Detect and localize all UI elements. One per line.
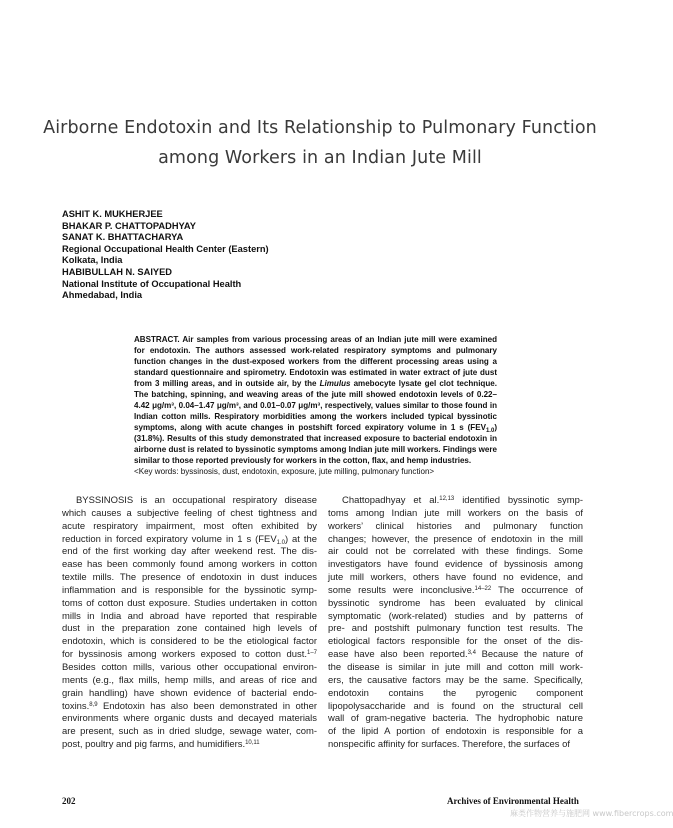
body-text: air could not be correlated with these findings. Some	[328, 546, 583, 558]
body-text-line	[62, 726, 317, 739]
body-text-line	[62, 585, 317, 598]
affiliation-line: Kolkata, India	[62, 255, 123, 266]
body-text: grain handling) have shown evidence of bacterial endo-	[62, 687, 317, 699]
body-text-line	[62, 534, 317, 547]
body-text-line	[62, 572, 317, 585]
body-text-line	[328, 559, 583, 572]
body-text: Because the nature of	[475, 649, 583, 661]
body-text: toms among Indian jute mill workers on the basis of	[328, 507, 583, 519]
body-text-line	[62, 701, 317, 714]
body-text: post, poultry and pig farms, and humidifiers.	[62, 739, 246, 751]
body-text-line	[328, 585, 583, 598]
body-text-line	[62, 598, 317, 611]
body-text-line	[62, 611, 317, 624]
body-text: some results were inconclusive.	[328, 584, 475, 596]
body-text-line	[62, 546, 317, 559]
body-text: textile mills. The presence of endotoxin in dust induces	[62, 572, 317, 584]
abstract-text: ) (31.8%). Results of this study demonstrated that increased exposure to bacterial endotoxin in airborne dust is related to byssinotic symptoms among Indian jute mill workers. Findings were similar to those reported previously for workers in the cotton, flax, and hemp industries.	[134, 423, 497, 465]
body-text: inflammation and is responsible for the byssinotic symp-	[62, 584, 317, 596]
body-text: workers’ clinical histories and pulmonary function	[328, 520, 583, 532]
body-text-line	[62, 662, 317, 675]
body-text: acute respiratory impairment, most often exhibited by	[62, 520, 317, 532]
body-text-line	[328, 713, 583, 726]
body-column-left	[62, 495, 317, 752]
body-text: symptomatic (work-related) studies and by patterns of	[328, 610, 583, 622]
abstract-text: Air samples from various processing areas of an Indian jute mill were examined for endotoxin. The authors assessed work-related respiratory symptoms and pulmonary function changes in the dust-exposed workers from the different processing areas using a standard questionnaire and spirometry. Endotoxin was estimated in water extract of jute dust from 3 milling areas, and in outside air, by the	[134, 335, 498, 388]
body-text: nonspecific affinity for surfaces. Therefore, the surfaces of	[328, 739, 571, 751]
citation-superscript: 10,11	[245, 740, 260, 747]
body-text-line	[328, 636, 583, 649]
body-text: jute mill workers, others have found no evidence, and	[328, 572, 583, 584]
body-text: ease have also been reported.	[328, 649, 468, 661]
subscript: 1.0	[276, 539, 285, 546]
author-line: BHAKAR P. CHATTOPADHYAY	[62, 220, 196, 231]
abstract-keywords: <Key words: byssinosis, dust, endotoxin, exposure, jute milling, pulmonary function>	[134, 467, 435, 476]
author-line: ASHIT K. MUKHERJEE	[62, 209, 163, 219]
body-text-line	[62, 688, 317, 701]
author-line: SANAT K. BHATTACHARYA	[62, 232, 184, 243]
body-text-line	[62, 675, 317, 688]
body-text-line	[62, 739, 317, 752]
body-text: pre- and postshift pulmonary function test results. The	[328, 623, 583, 635]
body-text-line	[62, 623, 317, 636]
abstract	[134, 334, 497, 477]
watermark: 麻类作物营养与施肥网 www.fibercrops.com	[510, 809, 673, 818]
body-text: are present, such as in dried sludge, sewage water, com-	[62, 726, 317, 738]
body-text: ments (e.g., flax mills, hemp mills, and areas of rice and	[62, 674, 317, 686]
body-text-line	[328, 739, 583, 752]
article-title	[40, 113, 600, 173]
body-text-line	[328, 675, 583, 688]
author-line: HABIBULLAH N. SAIYED	[62, 266, 173, 277]
body-text: ) at the	[284, 533, 317, 545]
affiliation-line: National Institute of Occupational Health	[62, 278, 242, 289]
citation-superscript: 3,4	[467, 650, 476, 657]
body-text: of the lipid A portion of endotoxin is responsible for a	[328, 726, 583, 738]
affiliation-line: Ahmedabad, India	[62, 290, 143, 301]
body-text: investigators have found evidence of byssinosis among	[328, 559, 583, 571]
body-text-line	[62, 521, 317, 534]
body-text-line	[328, 649, 583, 662]
body-text: ers, the causative factors may be the same. Specifically,	[328, 674, 583, 686]
body-text: environments where organic dusts and decayed materials	[62, 713, 317, 725]
journal-name: Archives of Environmental Health	[447, 796, 579, 806]
page-number: 202	[62, 796, 76, 806]
citation-superscript: 8,9	[89, 701, 98, 708]
body-text: The occurrence of	[491, 584, 583, 596]
body-text-line	[328, 521, 583, 534]
body-text: endotoxin contains the pyrogenic component	[328, 687, 583, 699]
body-text: Besides cotton mills, various other occupational environ-	[62, 661, 317, 673]
author-block	[62, 209, 422, 302]
body-column-right	[328, 495, 583, 752]
body-text: changes; however, the presence of endotoxin in the mill	[328, 533, 583, 545]
body-text: BYSSINOSIS is an occupational respiratory disease	[76, 495, 317, 506]
citation-superscript: 12,13	[439, 496, 455, 502]
body-text-line	[328, 701, 583, 714]
body-text: lipopolysaccharide and is found on the structural cell	[328, 700, 583, 712]
citation-superscript: 1–7	[306, 650, 317, 657]
body-text-line	[328, 662, 583, 675]
body-text: the disease is similar in jute mill and cotton mill work-	[328, 661, 583, 673]
body-text: byssinotic syndrome has been evaluated by clinical	[328, 597, 583, 609]
body-text-line	[328, 534, 583, 547]
body-text-line	[328, 623, 583, 636]
affiliation-line: Regional Occupational Health Center (Eastern)	[62, 243, 269, 254]
abstract-italic-term: Limulus	[319, 379, 351, 388]
body-text-line	[328, 611, 583, 624]
body-text-line	[328, 688, 583, 701]
body-text-line	[328, 508, 583, 521]
body-text-line	[328, 726, 583, 739]
body-text-line	[62, 636, 317, 649]
body-text-line	[328, 495, 583, 508]
body-text-line	[62, 649, 317, 662]
citation-superscript: 14–22	[474, 585, 492, 592]
body-text: Endotoxin has also been demonstrated in other	[97, 700, 317, 712]
abstract-text: amebocyte lysate gel clot technique. The batching, spinning, and weaving areas of the jute mill showed endotoxin levels of 0.22–4.42 μg/m³, 0.04–1.47 μg/m³, and 0.01–0.07 μg/m³, respectively, values similar to those found in Indian cotton mills. Respiratory morbidities among the workers included typical byssinotic symptoms, along with acute changes in postshift forced expiratory volume in 1 s (FEV	[134, 379, 497, 432]
body-text-line	[62, 713, 317, 726]
body-text: end of the first working day after weekend rest. The dis-	[62, 546, 317, 558]
body-text: toms of cotton dust exposure. Studies undertaken in cotton	[62, 597, 317, 609]
body-text: reduction in forced expiratory volume in 1 s (FEV	[62, 533, 277, 545]
body-text-line	[328, 546, 583, 559]
body-text-line	[328, 598, 583, 611]
abstract-label: ABSTRACT.	[134, 335, 180, 344]
article-title-line-1: Airborne Endotoxin and Its Relationship to Pulmonary Function	[43, 118, 597, 138]
body-text: ease has been commonly found among workers in cotton	[62, 559, 317, 571]
body-text: for byssinosis among workers exposed to cotton dust.	[62, 649, 307, 661]
body-text-line	[62, 495, 317, 508]
body-text-line	[62, 508, 317, 521]
body-text-line	[62, 559, 317, 572]
body-text: identified byssinotic symp-	[454, 495, 583, 506]
abstract-subscript: 1.0	[485, 428, 495, 434]
body-text: toxins.	[62, 700, 90, 712]
body-text: wall of gram-negative bacteria. The hydrophobic nature	[328, 713, 583, 725]
article-title-line-2: among Workers in an Indian Jute Mill	[158, 148, 482, 168]
body-text: which causes a subjective feeling of chest tightness and	[62, 507, 317, 519]
body-text: endotoxin, which is considered to be the etiological factor	[62, 636, 317, 648]
body-text: dust in the preparation zone contained high levels of	[62, 623, 317, 635]
body-text-line	[328, 572, 583, 585]
body-text: etiological factors responsible for the onset of the dis-	[328, 636, 583, 648]
body-text: Chattopadhyay et al.	[342, 495, 440, 506]
body-text: mills in India and abroad have reported that respirable	[62, 610, 317, 622]
